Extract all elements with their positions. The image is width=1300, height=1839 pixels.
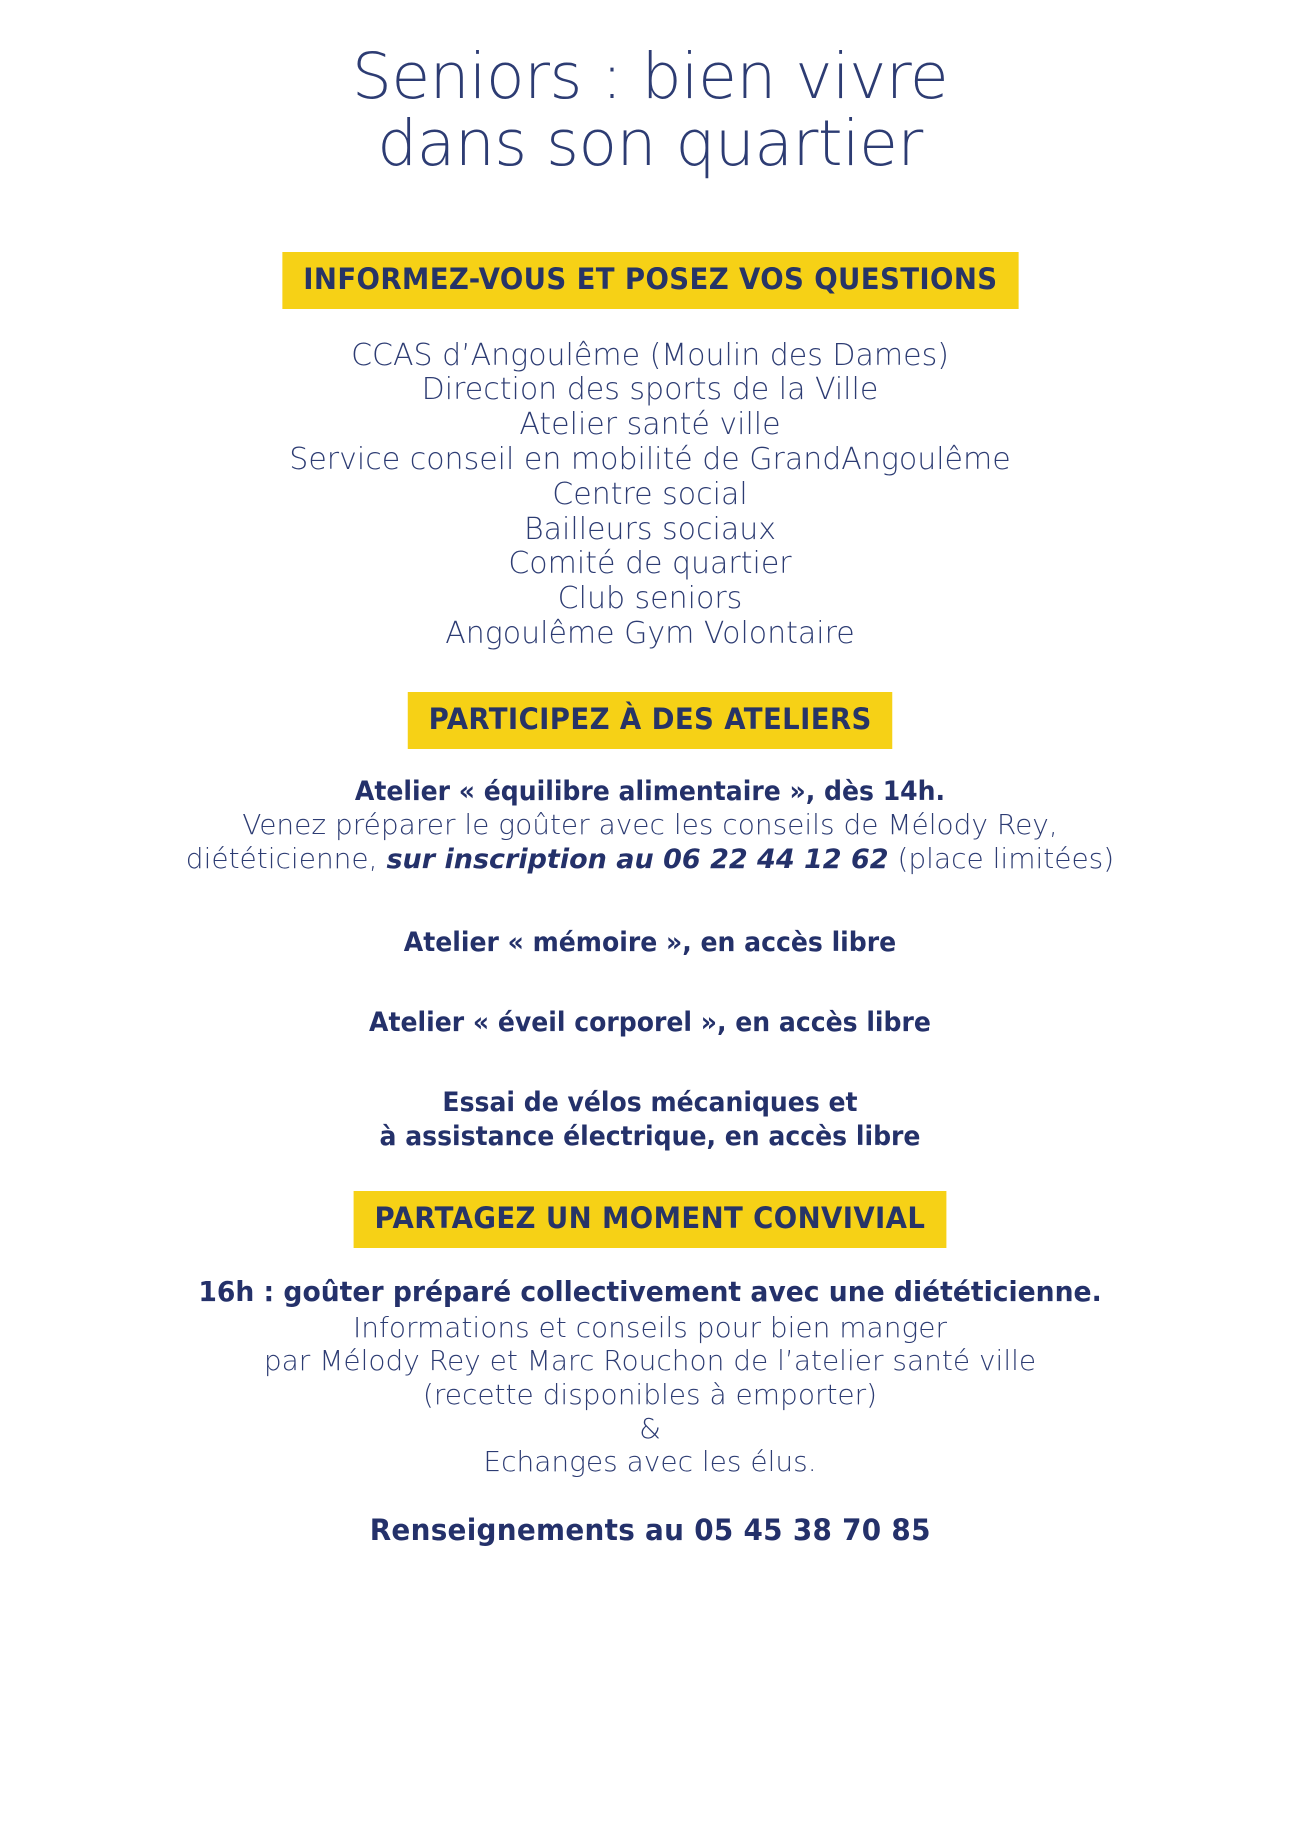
convivial-line: Echanges avec les élus. [483, 1445, 817, 1479]
footer-phone-text: Renseignements au 05 45 38 70 85 [369, 1512, 931, 1547]
section-banner-informez: INFORMEZ-VOUS ET POSEZ VOS QUESTIONS [282, 252, 1018, 309]
list-item: Comité de quartier [508, 546, 792, 582]
list-item: Angoulême Gym Volontaire [445, 615, 855, 651]
list-item: CCAS d’Angoulême (Moulin des Dames) [351, 337, 949, 373]
convivial-content [0, 1274, 1300, 1478]
workshop-title-line-2: à assistance électrique, en accès libre [379, 1120, 921, 1152]
workshop-desc-suffix: (place limitées) [888, 842, 1115, 876]
convivial-line: Informations et conseils pour bien manger [352, 1310, 947, 1344]
convivial-line-ampersand: & [639, 1411, 661, 1445]
convivial-line: (recette disponibles à emporter) [422, 1378, 878, 1412]
workshop-description-line-2 [0, 842, 1300, 876]
list-item: Centre social [552, 476, 748, 512]
list-item: Bailleurs sociaux [524, 511, 776, 547]
section-banner-convivial: PARTAGEZ UN MOMENT CONVIVIAL [354, 1191, 947, 1248]
workshops-list [0, 775, 1300, 1154]
list-item: Direction des sports de la Ville [421, 372, 879, 408]
workshop-description-line-1: Venez préparer le goûter avec les conseils de Mélody Rey, [242, 808, 1058, 842]
workshop-essai-velos [0, 1086, 1300, 1154]
page-title [0, 0, 1300, 178]
convivial-headline: 16h : goûter préparé collectivement avec une diététicienne. [198, 1275, 1102, 1309]
workshop-desc-prefix: diététicienne, [185, 842, 387, 876]
workshop-memoire [0, 926, 1300, 960]
organisations-list [0, 339, 1300, 652]
workshop-title: Atelier « mémoire », en accès libre [403, 927, 897, 959]
workshop-eveil-corporel [0, 1006, 1300, 1040]
footer-information [0, 1513, 1300, 1547]
workshop-title: Atelier « éveil corporel », en accès libre [369, 1007, 931, 1039]
section-banner-ateliers: PARTICIPEZ À DES ATELIERS [408, 692, 893, 749]
list-item: Club seniors [557, 581, 743, 617]
section-banner-ateliers-row [0, 692, 1300, 749]
page-title-line-2: dans son quartier [377, 106, 923, 180]
section-banner-convivial-row [0, 1191, 1300, 1248]
workshop-registration-phone: sur inscription au 06 22 44 12 62 [386, 844, 889, 876]
section-banner-informez-row [0, 252, 1300, 309]
list-item: Atelier santé ville [519, 407, 781, 443]
workshop-title-line-1: Essai de vélos mécaniques et [442, 1086, 858, 1118]
convivial-line: par Mélody Rey et Marc Rouchon de l’atelier santé ville [263, 1344, 1037, 1378]
list-item: Service conseil en mobilité de GrandAngoulême [289, 441, 1011, 477]
workshop-title: Atelier « équilibre alimentaire », dès 14h. [354, 775, 946, 807]
workshop-equilibre-alimentaire [0, 775, 1300, 877]
page-title-line-1: Seniors : bien vivre [351, 40, 949, 113]
